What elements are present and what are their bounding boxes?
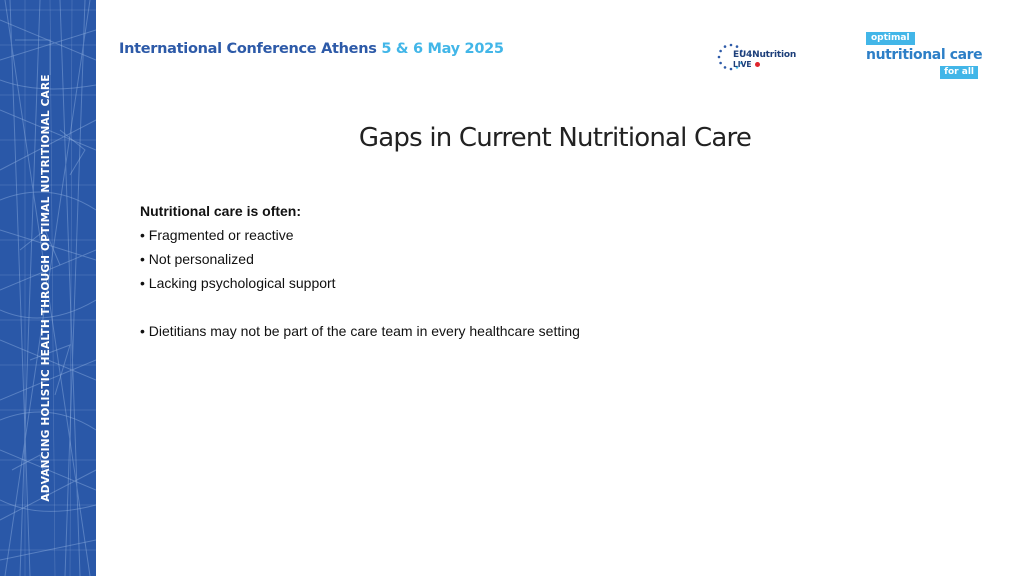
bullet-item: • Fragmented or reactive	[140, 227, 294, 243]
onc-logo-top: optimal	[866, 32, 915, 45]
spacer	[140, 295, 580, 319]
conference-name: International Conference Athens	[119, 41, 377, 57]
sidebar-tagline: ADVANCING HOLISTIC HEALTH THROUGH OPTIMAL NUTRITIONAL CARE	[40, 74, 52, 502]
live-dot-icon	[755, 62, 760, 67]
note-item: • Dietitians may not be part of the care team in every healthcare setting	[140, 323, 580, 339]
onc-logo-bottom: for all	[940, 66, 978, 79]
slide-title: Gaps in Current Nutritional Care	[358, 123, 752, 153]
left-sidebar-banner	[0, 0, 96, 576]
bullet-item: • Not personalized	[140, 251, 254, 267]
eu-logo-name: EU4Nutrition	[733, 50, 797, 60]
content-intro: Nutritional care is often:	[140, 203, 302, 219]
optimal-nutritional-care-logo	[866, 32, 983, 82]
conference-header	[119, 41, 504, 57]
bullet-item: • Lacking psychological support	[140, 275, 336, 291]
conference-date: 5 & 6 May 2025	[381, 41, 504, 57]
onc-logo-middle: nutritional care	[866, 47, 983, 63]
slide-content	[140, 199, 580, 343]
eu-logo-live: LIVE	[733, 60, 752, 69]
eu4nutrition-logo	[716, 42, 812, 72]
